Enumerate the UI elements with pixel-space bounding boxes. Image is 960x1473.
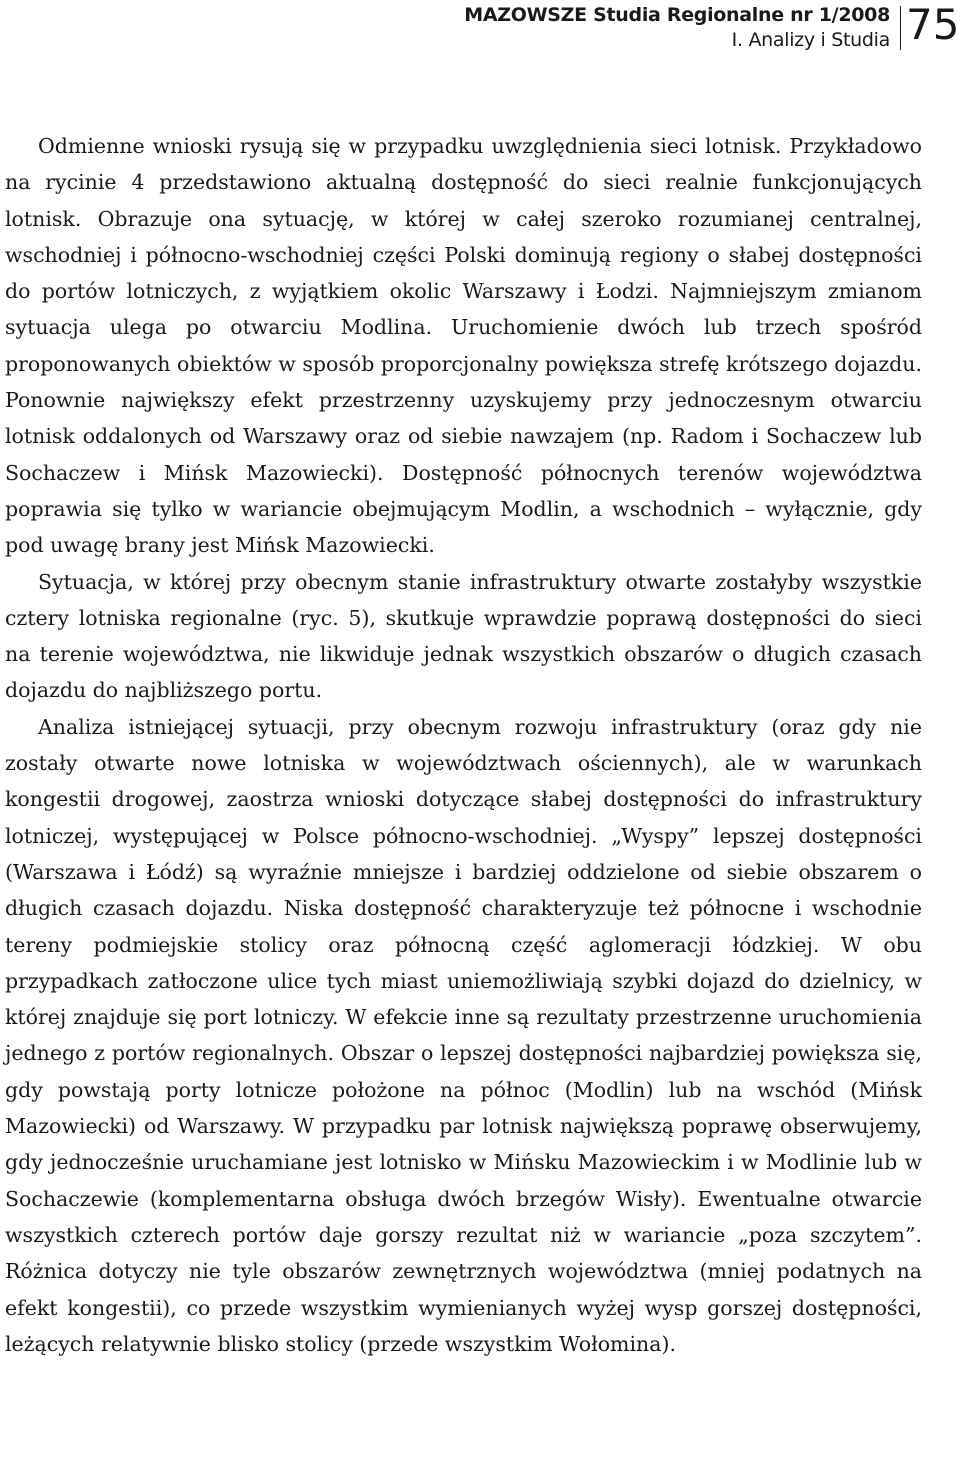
- journal-title: MAZOWSZE Studia Regionalne nr 1/2008: [464, 4, 890, 26]
- running-head: [464, 2, 890, 52]
- page-header: [0, 0, 960, 60]
- paragraph: Odmienne wnioski rysują się w przypadku uwzględnienia sieci lotnisk. Przykładowo na rycinie 4 przedstawiono aktualną dostępność do sieci realnie funkcjonujących lotnisk. Obrazuje ona sytuację, w której w całej szeroko rozumianej centralnej, wschodniej i północno-wschodniej części Polski dominują regiony o słabej dostępności do portów lotniczych, z wyjątkiem okolic Warszawy i Łodzi. Najmniejszym zmianom sytuacja ulega po otwarciu Modlina. Uruchomienie dwóch lub trzech spośród proponowanych obiektów w sposób proporcjonalny powiększa strefę krótszego dojazdu. Ponownie największy efekt przestrzenny uzyskujemy przy jednoczesnym otwarciu lotnisk oddalonych od Warszawy oraz od siebie nawzajem (np. Radom i Sochaczew lub Sochaczew i Mińsk Mazowiecki). Dostępność północnych terenów województwa poprawia się tylko w wariancie obejmującym Modlin, a wschodnich – wyłącznie, gdy pod uwagę brany jest Mińsk Mazowiecki.: [5, 134, 922, 558]
- article-body: [5, 128, 922, 1362]
- paragraph: Analiza istniejącej sytuacji, przy obecnym rozwoju infrastruktury (oraz gdy nie zostały otwarte nowe lotniska w województwach ościennych), ale w warunkach kongestii drogowej, zaostrza wnioski dotyczące słabej dostępności do infrastruktury lotniczej, występującej w Polsce północno-wschodniej. „Wyspy” lepszej dostępności (Warszawa i Łódź) są wyraźnie mniejsze i bardziej oddzielone od siebie obszarem o długich czasach dojazdu. Niska dostępność charakteryzuje też północne i wschodnie tereny podmiejskie stolicy oraz północną część aglomeracji łódzkiej. W obu przypadkach zatłoczone ulice tych miast uniemożliwiają szybki dojazd do dzielnicy, w której znajduje się port lotniczy. W efekcie inne są rezultaty przestrzenne uruchomienia jednego z portów regionalnych. Obszar o lepszej dostępności najbardziej powiększa się, gdy powstają porty lotnicze położone na północ (Modlin) lub na wschód (Mińsk Mazowiecki) od Warszawy. W przypadku par lotnisk największą poprawę obserwujemy, gdy jednocześnie uruchamiane jest lotnisko w Mińsku Mazowieckim i w Modlinie lub w Sochaczewie (komplementarna obsługa dwóch brzegów Wisły). Ewentualne otwarcie wszystkich czterech portów daje gorszy rezultat niż w wariancie „poza szczytem”. Różnica dotyczy nie tyle obszarów zewnętrznych województwa (mniej podatnych na efekt kongestii), co przede wszystkim wymienianych wyżej wysp gorszej dostępności, leżących relatywnie blisko stolicy (przede wszystkim Wołomina).: [5, 714, 922, 1356]
- page-number: 75: [906, 0, 960, 49]
- header-divider: [900, 6, 901, 50]
- paragraph: Sytuacja, w której przy obecnym stanie infrastruktury otwarte zostałyby wszystkie cztery lotniska regionalne (ryc. 5), skutkuje wprawdzie poprawą dostępności do sieci na terenie województwa, nie likwiduje jednak wszystkich obszarów o długich czasach dojazdu do najbliższego portu.: [5, 569, 922, 703]
- section-title: I. Analizy i Studia: [731, 29, 890, 51]
